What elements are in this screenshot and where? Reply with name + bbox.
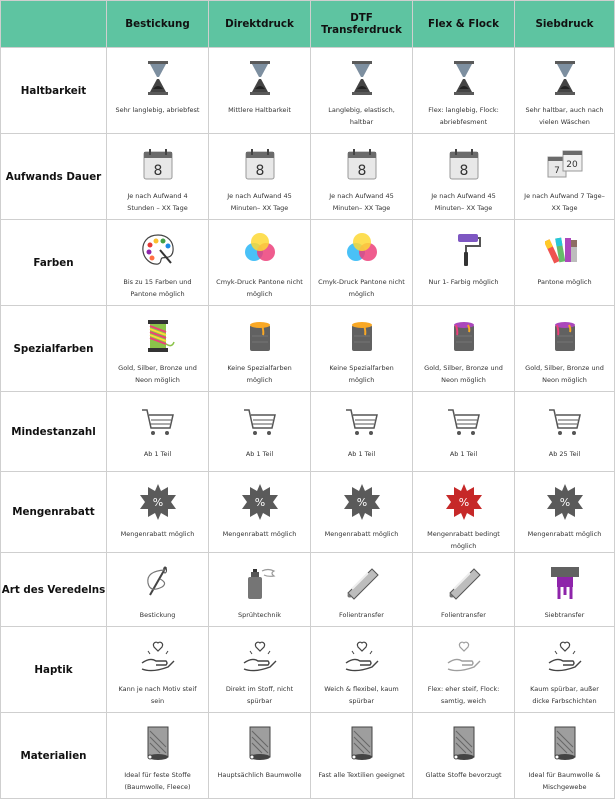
table-cell bbox=[311, 392, 413, 472]
fabric-roll-icon bbox=[240, 723, 280, 763]
paint-bucket-icon bbox=[240, 316, 280, 356]
shopping-cart-icon bbox=[240, 402, 280, 442]
column-header: Flex & Flock bbox=[413, 1, 515, 48]
table-cell bbox=[413, 392, 515, 472]
fabric-roll-icon bbox=[342, 723, 382, 763]
table-cell bbox=[311, 627, 413, 713]
cell-caption: Ab 25 Teil bbox=[548, 450, 581, 458]
column-header: DTF Transferdruck bbox=[311, 1, 413, 48]
cell-caption: Je nach Aufwand 45 Minuten– XX Tage bbox=[227, 192, 292, 212]
row-label: Haltbarkeit bbox=[1, 48, 107, 134]
cell-caption: Gold, Silber, Bronze und Neon möglich bbox=[424, 364, 503, 384]
calendar-icon bbox=[444, 144, 484, 184]
foil-transfer-icon bbox=[444, 563, 484, 603]
svg-text:%: % bbox=[559, 496, 570, 509]
svg-text:8: 8 bbox=[255, 163, 264, 179]
table-cell bbox=[311, 220, 413, 306]
table-row bbox=[1, 306, 615, 392]
fabric-roll-icon bbox=[545, 723, 585, 763]
thread-spool-icon bbox=[138, 316, 178, 356]
cell-caption: Nur 1- Farbig möglich bbox=[428, 278, 499, 286]
header-row bbox=[1, 1, 615, 48]
table-cell bbox=[107, 48, 209, 134]
svg-text:7: 7 bbox=[553, 166, 560, 176]
cmyk-circles-icon bbox=[342, 230, 382, 270]
calendar-icon bbox=[342, 144, 382, 184]
table-cell bbox=[413, 713, 515, 799]
cell-caption: Flex: langlebig, Flock: abriebfesment bbox=[428, 106, 499, 126]
cell-caption: Bestickung bbox=[139, 611, 176, 619]
table-cell bbox=[209, 392, 311, 472]
cell-caption: Hauptsächlich Baumwolle bbox=[217, 771, 302, 779]
table-row bbox=[1, 713, 615, 799]
calendar-icon bbox=[138, 144, 178, 184]
table-cell bbox=[515, 392, 615, 472]
color-swatches-icon bbox=[545, 230, 585, 270]
cell-caption: Ab 1 Teil bbox=[347, 450, 376, 458]
table-cell bbox=[107, 134, 209, 220]
row-label: Art des Veredelns bbox=[1, 553, 107, 627]
paint-bucket-color-icon bbox=[545, 316, 585, 356]
table-cell bbox=[107, 392, 209, 472]
cell-caption: Gold, Silber, Bronze und Neon möglich bbox=[118, 364, 197, 384]
screen-print-icon bbox=[545, 563, 585, 603]
cell-caption: Mengenrabatt möglich bbox=[222, 530, 297, 538]
cell-caption: Je nach Aufwand 7 Tage– XX Tage bbox=[524, 192, 605, 212]
shopping-cart-icon bbox=[342, 402, 382, 442]
shopping-cart-icon bbox=[444, 402, 484, 442]
cell-caption: Mengenrabatt möglich bbox=[324, 530, 399, 538]
table-cell bbox=[515, 472, 615, 553]
table-cell bbox=[107, 220, 209, 306]
table-row bbox=[1, 392, 615, 472]
table-cell bbox=[413, 472, 515, 553]
svg-text:%: % bbox=[458, 496, 469, 509]
cell-caption: Kaum spürbar, außer dicke Farbschichten bbox=[530, 685, 599, 705]
fabric-roll-icon bbox=[138, 723, 178, 763]
table-cell bbox=[209, 472, 311, 553]
cell-caption: Glatte Stoffe bevorzugt bbox=[425, 771, 502, 779]
column-header: Direktdruck bbox=[209, 1, 311, 48]
cell-caption: Ideal für Baumwolle & Mischgewebe bbox=[528, 771, 601, 791]
cell-caption: Direkt im Stoff, nicht spürbar bbox=[225, 685, 294, 705]
table-cell bbox=[413, 48, 515, 134]
discount-badge-icon bbox=[342, 482, 382, 522]
table-row bbox=[1, 134, 615, 220]
cell-caption: Ideal für feste Stoffe (Baumwolle, Fleece) bbox=[124, 771, 191, 791]
header-corner bbox=[1, 1, 107, 48]
discount-badge-icon bbox=[138, 482, 178, 522]
calendar-range-icon bbox=[545, 144, 585, 184]
table-cell bbox=[209, 48, 311, 134]
paint-bucket-color-icon bbox=[444, 316, 484, 356]
table-cell bbox=[209, 553, 311, 627]
table-cell bbox=[209, 627, 311, 713]
row-label: Mindestanzahl bbox=[1, 392, 107, 472]
hourglass-icon bbox=[545, 58, 585, 98]
cell-caption: Sehr langlebig, abriebfest bbox=[115, 106, 200, 114]
foil-transfer-icon bbox=[342, 563, 382, 603]
table-cell bbox=[107, 472, 209, 553]
table-cell bbox=[311, 713, 413, 799]
discount-badge-icon bbox=[545, 482, 585, 522]
table-cell bbox=[311, 472, 413, 553]
table-cell bbox=[209, 220, 311, 306]
cell-caption: Flex: eher steif, Flock: samtig, weich bbox=[427, 685, 500, 705]
cell-caption: Pantone möglich bbox=[537, 278, 592, 286]
cell-caption: Fast alle Textilien geeignet bbox=[318, 771, 405, 779]
paint-roller-icon bbox=[444, 230, 484, 270]
table-cell bbox=[311, 48, 413, 134]
table-cell bbox=[515, 48, 615, 134]
row-label: Haptik bbox=[1, 627, 107, 713]
table-cell bbox=[515, 553, 615, 627]
row-label: Materialien bbox=[1, 713, 107, 799]
hourglass-icon bbox=[444, 58, 484, 98]
spray-can-icon bbox=[240, 563, 280, 603]
svg-text:%: % bbox=[254, 496, 265, 509]
cell-caption: Gold, Silber, Bronze und Neon möglich bbox=[525, 364, 604, 384]
table-cell bbox=[413, 627, 515, 713]
cell-caption: Langlebig, elastisch, haltbar bbox=[328, 106, 395, 126]
cell-caption: Folientransfer bbox=[339, 611, 384, 619]
table-cell bbox=[413, 134, 515, 220]
palette-icon bbox=[138, 230, 178, 270]
row-label: Farben bbox=[1, 220, 107, 306]
cell-caption: Keine Spezialfarben möglich bbox=[227, 364, 292, 384]
table-row bbox=[1, 220, 615, 306]
hand-touch-icon bbox=[240, 637, 280, 677]
cmyk-circles-icon bbox=[240, 230, 280, 270]
table-row bbox=[1, 48, 615, 134]
table-cell bbox=[107, 627, 209, 713]
table-cell bbox=[107, 713, 209, 799]
table-row bbox=[1, 472, 615, 553]
table-cell bbox=[107, 553, 209, 627]
cell-caption: Sprühtechnik bbox=[237, 611, 282, 619]
svg-text:20: 20 bbox=[565, 160, 578, 170]
cell-caption: Ab 1 Teil bbox=[245, 450, 274, 458]
row-label: Aufwands Dauer bbox=[1, 134, 107, 220]
table-cell bbox=[515, 134, 615, 220]
table-cell bbox=[209, 713, 311, 799]
table-cell bbox=[515, 220, 615, 306]
cell-caption: Cmyk-Druck Pantone nicht möglich bbox=[318, 278, 405, 298]
cell-caption: Ab 1 Teil bbox=[143, 450, 172, 458]
calendar-icon bbox=[240, 144, 280, 184]
cell-caption: Mittlere Haltbarkeit bbox=[228, 106, 291, 114]
table-cell bbox=[515, 306, 615, 392]
svg-text:8: 8 bbox=[153, 163, 162, 179]
table-row bbox=[1, 553, 615, 627]
column-header: Siebdruck bbox=[515, 1, 615, 48]
table-cell bbox=[413, 220, 515, 306]
table-cell bbox=[413, 306, 515, 392]
cell-caption: Mengenrabatt bedingt möglich bbox=[427, 530, 500, 550]
shopping-cart-icon bbox=[138, 402, 178, 442]
table-cell bbox=[413, 553, 515, 627]
table-cell bbox=[515, 627, 615, 713]
needle-thread-icon bbox=[138, 563, 178, 603]
hourglass-icon bbox=[138, 58, 178, 98]
hourglass-icon bbox=[240, 58, 280, 98]
cell-caption: Mengenrabatt möglich bbox=[120, 530, 195, 538]
table-cell bbox=[311, 553, 413, 627]
row-label: Spezialfarben bbox=[1, 306, 107, 392]
table-cell bbox=[311, 306, 413, 392]
discount-badge-icon bbox=[240, 482, 280, 522]
table-cell bbox=[107, 306, 209, 392]
cell-caption: Keine Spezialfarben möglich bbox=[329, 364, 394, 384]
cell-caption: Bis zu 15 Farben und Pantone möglich bbox=[123, 278, 192, 298]
hand-touch-icon bbox=[545, 637, 585, 677]
svg-text:%: % bbox=[356, 496, 367, 509]
svg-text:8: 8 bbox=[357, 163, 366, 179]
column-header: Bestickung bbox=[107, 1, 209, 48]
table-cell bbox=[209, 134, 311, 220]
cell-caption: Siebtransfer bbox=[544, 611, 585, 619]
shopping-cart-icon bbox=[545, 402, 585, 442]
cell-caption: Weich & flexibel, kaum spürbar bbox=[324, 685, 399, 705]
table-cell bbox=[209, 306, 311, 392]
cell-caption: Ab 1 Teil bbox=[449, 450, 478, 458]
cell-caption: Cmyk-Druck Pantone nicht möglich bbox=[216, 278, 303, 298]
hourglass-icon bbox=[342, 58, 382, 98]
svg-text:%: % bbox=[152, 496, 163, 509]
row-label: Mengenrabatt bbox=[1, 472, 107, 553]
table-cell bbox=[311, 134, 413, 220]
cell-caption: Kann je nach Motiv steif sein bbox=[118, 685, 197, 705]
cell-caption: Folientransfer bbox=[441, 611, 486, 619]
cell-caption: Je nach Aufwand 45 Minuten– XX Tage bbox=[329, 192, 394, 212]
cell-caption: Je nach Aufwand 4 Stunden – XX Tage bbox=[127, 192, 188, 212]
hand-touch-icon bbox=[342, 637, 382, 677]
cell-caption: Mengenrabatt möglich bbox=[527, 530, 602, 538]
table-row bbox=[1, 627, 615, 713]
discount-badge-red-icon bbox=[444, 482, 484, 522]
hand-touch-light-icon bbox=[444, 637, 484, 677]
fabric-roll-icon bbox=[444, 723, 484, 763]
hand-touch-icon bbox=[138, 637, 178, 677]
table-cell bbox=[515, 713, 615, 799]
cell-caption: Sehr haltbar, auch nach vielen Wäschen bbox=[525, 106, 604, 126]
svg-text:8: 8 bbox=[459, 163, 468, 179]
paint-bucket-icon bbox=[342, 316, 382, 356]
cell-caption: Je nach Aufwand 45 Minuten– XX Tage bbox=[431, 192, 496, 212]
